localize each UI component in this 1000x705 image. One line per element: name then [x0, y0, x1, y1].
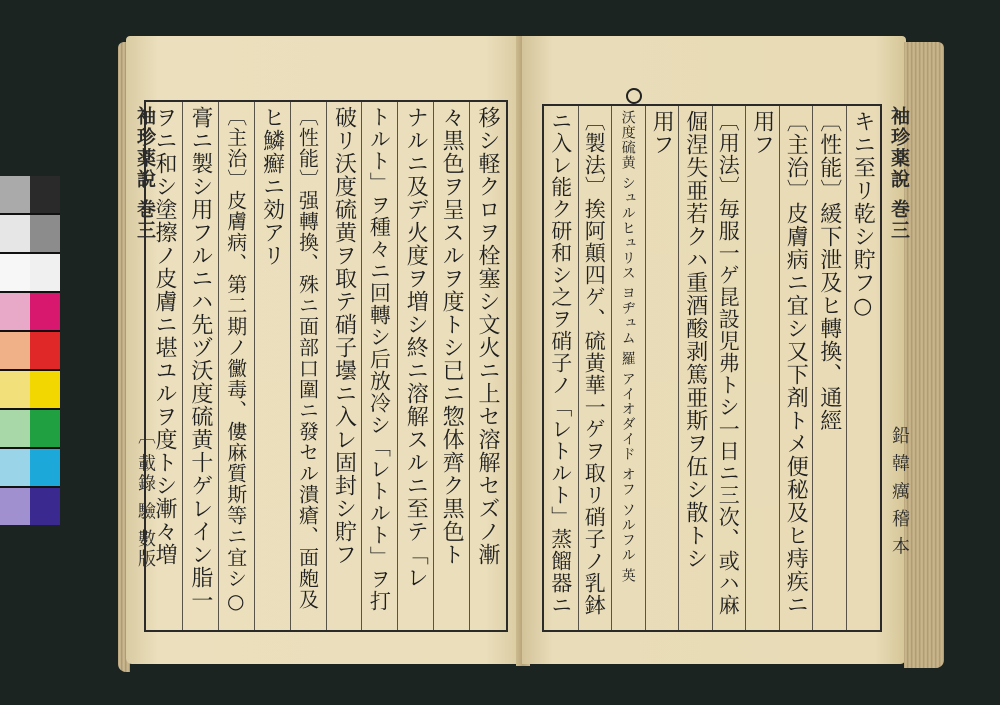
column-rule	[712, 106, 713, 630]
checker-swatch	[0, 332, 30, 369]
left_page-column: ヒ鱗癬ニ効アリ	[259, 106, 285, 267]
column-rule	[290, 102, 291, 630]
left_page-column: 々黒色ヲ呈スルヲ度トシ已ニ惣体齊ク黒色ト	[439, 106, 465, 566]
left_page-column: ナルニ及デ火度ヲ増シ終ニ溶解スルニ至テ「レ	[403, 106, 429, 589]
right_page-column: ニ入レ能ク研和シ之ヲ硝子ノ「レトルト」蒸餾器ニ	[548, 110, 573, 616]
checker-swatch	[30, 332, 60, 369]
left_page-column: ヲニ和シ塗擦ノ皮膚ニ堪ユルヲ度トシ漸々増	[151, 106, 177, 566]
checker-swatch	[30, 293, 60, 330]
left_page-column: 破リ沃度硫黄ヲ取テ硝子壜ニ入レ固封シ貯フ	[331, 106, 357, 566]
column-rule	[182, 102, 183, 630]
right-side-header: 袖珍薬說 巻三	[888, 106, 910, 241]
checker-swatch	[0, 488, 30, 525]
right_page-column: 〔性能〕緩下泄及ヒ轉換、通經	[816, 110, 842, 432]
left-side-footer: 〔 載錄 驗 數版	[135, 426, 156, 570]
right_page-column: キニ至リ乾シ貯フ○	[850, 110, 876, 320]
left_page-column: 〔主治〕皮膚病、第二期ノ黴毒、僂麻質斯等ニ宜シ○	[223, 106, 248, 614]
checker-swatch	[0, 215, 30, 252]
column-rule	[397, 102, 398, 630]
checker-swatch	[30, 176, 60, 213]
column-rule	[645, 106, 646, 630]
right-text-frame	[542, 104, 882, 632]
left_page-column: トルト」ヲ種々ニ回轉シ后放冷シ「レトルト」ヲ打	[367, 106, 392, 612]
left-text-frame	[144, 100, 508, 632]
checker-swatch	[30, 371, 60, 408]
checker-swatch	[0, 293, 30, 330]
column-rule	[254, 102, 255, 630]
column-rule	[846, 106, 847, 630]
checker-swatch	[30, 410, 60, 447]
column-rule	[218, 102, 219, 630]
right_page-column: 倔涅失亜若クハ重酒酸剥篤亜斯ヲ伍シ散トシ	[682, 110, 708, 570]
column-rule	[361, 102, 362, 630]
column-rule	[433, 102, 434, 630]
column-rule	[678, 106, 679, 630]
right_page-column: 〔主治〕皮膚病ニ宜シ又下剤トメ便秘及ヒ痔疾ニ	[783, 110, 809, 616]
left_page-column: 膏ニ製シ用フルニハ先ヅ沃度硫黄十ゲレイン脂一	[187, 106, 213, 612]
right-page	[522, 36, 906, 664]
checker-swatch	[30, 488, 60, 525]
right_page-column: 沃度硫黄 シュルヒュリス ヨヂュム 羅 アイオダイド オフ ソルフル 英	[619, 110, 636, 584]
checker-swatch	[30, 254, 60, 291]
checker-swatch	[30, 449, 60, 486]
column-rule	[779, 106, 780, 630]
left_page-column: 移シ軽クロヲ栓塞シ文火ニ上セ溶解セズノ漸	[475, 106, 501, 566]
left-page	[126, 36, 526, 664]
checker-swatch	[0, 254, 30, 291]
checker-swatch	[0, 371, 30, 408]
left-side-header: 袖珍薬說 巻三	[134, 106, 156, 241]
column-rule	[578, 106, 579, 630]
checker-swatch	[0, 449, 30, 486]
right_page-column: 用フ	[649, 110, 675, 156]
right_page-column: 〔製法〕挨阿顛四ゲ、硫黄華一ゲヲ取リ硝子ノ乳鉢	[582, 110, 607, 616]
left_page-column: 〔性能〕强轉換、殊ニ面部口圍ニ發セル潰瘡、面皰及	[295, 106, 320, 610]
column-rule	[812, 106, 813, 630]
color-checker	[0, 176, 60, 524]
right_page-column: 用フ	[749, 110, 775, 156]
checker-swatch	[30, 215, 60, 252]
page-marker-circle	[626, 88, 642, 104]
open-book	[118, 36, 944, 676]
right-side-footer: 鉛 韓 癘 稽 本	[889, 426, 910, 557]
column-rule	[611, 106, 612, 630]
checker-swatch	[0, 176, 30, 213]
checker-swatch	[0, 410, 30, 447]
column-rule	[326, 102, 327, 630]
column-rule	[745, 106, 746, 630]
column-rule	[469, 102, 470, 630]
right_page-column: 〔用法〕毎服一ゲ昆設児弗トシ一日ニ三次、或ハ麻	[716, 110, 741, 616]
